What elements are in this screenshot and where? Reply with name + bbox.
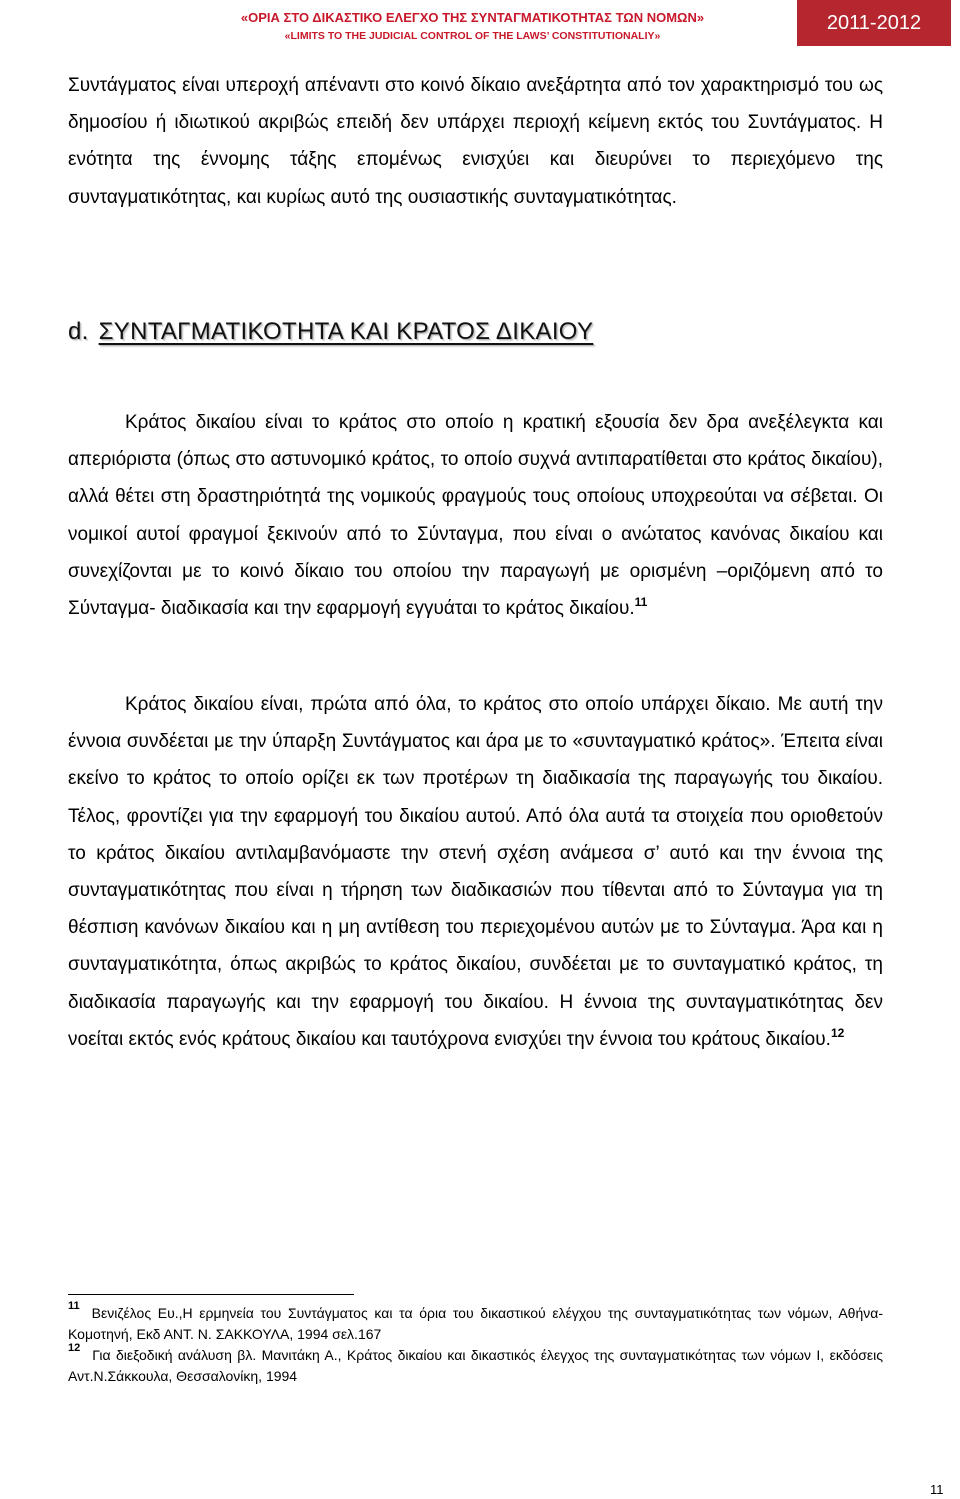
- paragraph-2-text: Κράτος δικαίου είναι, πρώτα από όλα, το κράτος στο οποίο υπάρχει δίκαιο. Με αυτή την έννοια συνδέεται με την ύπαρξη Συντάγματος και άρα με το «συνταγματικό κράτος». Έπειτα είναι εκείνο το κράτος το οποίο ορίζει εκ των προτέρων τη διαδικασία της παραγωγής του δικαίου. Τέλος, φροντίζει για την εφαρμογή του δικαίου αυτού. Από όλα αυτά τα στοιχεία που οριοθετούν το κράτος δικαίου αντιλαμβανόμαστε την στενή σχέση ανάμεσα σ’ αυτό και την έννοια της συνταγματικότητας που είναι η τήρηση των διαδικασιών που τίθενται από το Σύνταγμα για τη θέσπιση κανόνων δικαίου και η μη αντίθεση του περιεχομένου αυτών με το Σύνταγμα. Άρα και η συνταγματικότητα, όπως ακριβώς το κράτος δικαίου, συνδέεται με το συνταγματικό κράτος, τη διαδικασία παραγωγής και την εφαρμογή του δικαίου. Η έννοια της συνταγματικότητας δεν νοείται εκτός ενός κράτους δικαίου και ταυτόχρονα ενισχύει την έννοια του κράτους δικαίου.: [68, 694, 883, 1050]
- paragraph-constitutionality: [68, 686, 883, 1058]
- header-year-badge: 2011-2012: [797, 0, 951, 46]
- footnote-number: 12: [68, 1342, 81, 1354]
- header-title-english: «LIMITS TO THE JUDICIAL CONTROL OF THE LAWS’ CONSTITUTIONALIY»: [284, 30, 661, 42]
- footnote-text: Για διεξοδική ανάλυση βλ. Μανιτάκη Α., Κράτος δικαίου και δικαστικός έλεγχος της συνταγματικότητας των νόμων Ι, εκδόσεις Αντ.Ν.Σάκκουλα, Θεσσαλονίκη, 1994: [68, 1347, 883, 1384]
- paragraph-1-text: Κράτος δικαίου είναι το κράτος στο οποίο η κρατική εξουσία δεν δρα ανεξέλεγκτα και απεριόριστα (όπως στο αστυνομικό κράτος, το οποίο συχνά αντιπαρατίθεται στο κράτος δικαίου), αλλά θέτει στη δραστηριότητά της νομικούς φραγμούς τους οποίους υποχρεούται να σέβεται. Οι νομικοί αυτοί φραγμοί ξεκινούν από το Σύνταγμα, που είναι ο ανώτατος κανόνας δικαίου και συνεχίζονται με το κοινό δίκαιο του οποίου την παραγωγή με ορισμένη –οριζόμενη από το Σύνταγμα- διαδικασία και την εφαρμογή εγγυάται το κράτος δικαίου.: [68, 412, 883, 620]
- page-number: 11: [930, 1482, 944, 1497]
- footnote-11: [68, 1300, 883, 1345]
- intro-paragraph: Συντάγματος είναι υπεροχή απέναντι στο κοινό δίκαιο ανεξάρτητα από τον χαρακτηρισμό του ως δημοσίου ή ιδιωτικού ακριβώς επειδή δεν υπάρχει περιοχή κείμενη εκτός του Συντάγματος. Η ενότητα της έννομης τάξης επομένως ενισχύει και διευρύνει το περιεχόμενο της συνταγματικότητας, και κυρίως αυτό της ουσιαστικής συνταγματικότητας.: [68, 75, 883, 208]
- footnote-12: [68, 1342, 883, 1387]
- footnote-ref-12: 12: [830, 1025, 845, 1040]
- footnote-ref-11: 11: [634, 595, 648, 610]
- section-title: ΣΥΝΤΑΓΜΑΤΙΚΟΤΗΤΑ ΚΑΙ ΚΡΑΤΟΣ ΔΙΚΑΙΟΥ: [98, 318, 594, 345]
- paragraph-rule-of-law: [68, 404, 883, 627]
- footnote-number: 11: [68, 1300, 80, 1312]
- section-heading: [68, 318, 593, 346]
- footnote-text: Βενιζέλος Ευ.,Η ερμηνεία του Συντάγματος και τα όρια του δικαστικού ελέγχου της συνταγματικότητας των νόμων, Αθήνα-Κομοτηνή, Εκδ ΑΝΤ. Ν. ΣΑΚΚΟΥΛΑ, 1994 σελ.167: [68, 1305, 883, 1342]
- footnote-separator: [68, 1294, 354, 1295]
- section-letter: d.: [68, 318, 89, 345]
- header-title-greek: «ΟΡΙΑ ΣΤΟ ΔΙΚΑΣΤΙΚΟ ΕΛΕΓΧΟ ΤΗΣ ΣΥΝΤΑΓΜΑΤΙΚΟΤΗΤΑΣ ΤΩΝ ΝΟΜΩΝ»: [240, 10, 705, 25]
